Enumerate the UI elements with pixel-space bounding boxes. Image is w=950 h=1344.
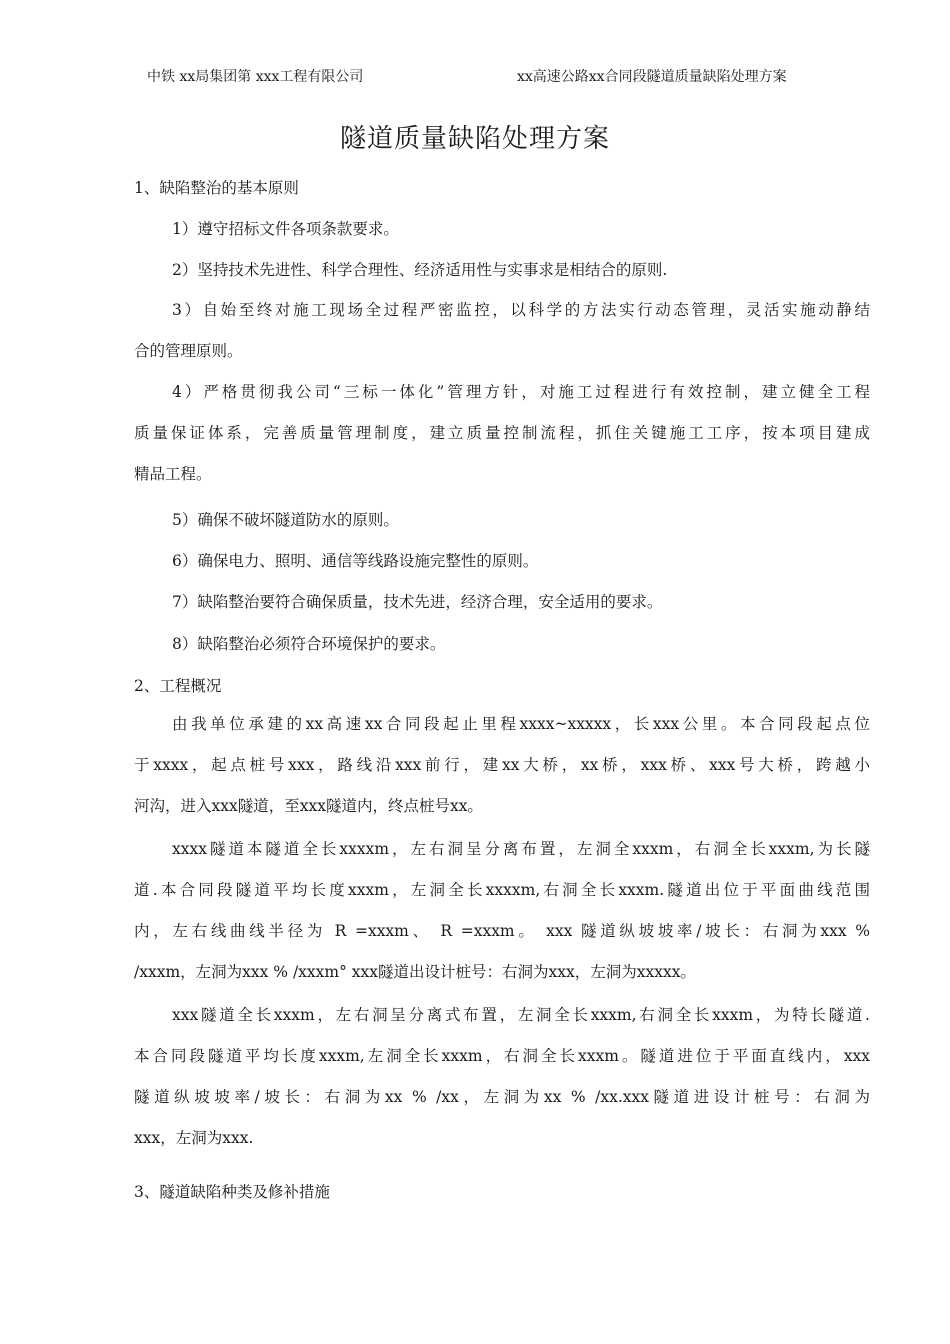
section-1-heading: 1、缺陷整治的基本原则 <box>134 179 299 197</box>
overview-paragraph-1 <box>134 704 870 827</box>
principle-3 <box>134 290 870 372</box>
principle-4-line-3: 精品工程。 <box>134 465 212 483</box>
principle-1: 1）遵守招标文件各项条款要求。 <box>172 220 399 238</box>
overview-p2-line-4: /xxxm，左洞为xxx % /xxxm° xxx隧道出设计桩号：右洞为xxx，左洞为xxxxx。 <box>134 963 696 981</box>
principle-2: 2）坚持技术先进性、科学合理性、经济适用性与实事求是相结合的原则. <box>172 261 668 279</box>
overview-p3-line-1: xxx隧道全长xxxm，左右洞呈分离式布置，左洞全长xxxm,右洞全长xxxm，为特长隧道. <box>172 1006 870 1024</box>
principle-7: 7）缺陷整治要符合确保质量，技术先进，经济合理，安全适用的要求。 <box>172 593 663 611</box>
overview-p2-line-3: 内，左右线曲线半径为 R =xxxm、 R =xxxm。 xxx 隧道纵坡坡率/坡长：右洞为xxx % <box>134 922 870 940</box>
section-3-heading: 3、隧道缺陷种类及修补措施 <box>134 1183 330 1201</box>
principle-4-line-2: 质量保证体系，完善质量管理制度，建立质量控制流程，抓住关键施工工序，按本项目建成 <box>134 424 870 442</box>
header-doc-title: xx高速公路xx合同段隧道质量缺陷处理方案 <box>517 69 787 85</box>
principle-5: 5）确保不破坏隧道防水的原则。 <box>172 511 399 529</box>
overview-paragraph-3 <box>134 995 870 1159</box>
page-title: 隧道质量缺陷处理方案 <box>339 124 610 154</box>
principle-3-line-1: 3）自始至终对施工现场全过程严密监控，以科学的方法实行动态管理，灵活实施动静结 <box>172 301 870 319</box>
principle-4 <box>134 372 870 495</box>
principle-3-line-2: 合的管理原则。 <box>134 342 243 360</box>
section-2-heading: 2、工程概况 <box>134 677 222 695</box>
overview-p2-line-1: xxxx隧道本隧道全长xxxxm，左右洞呈分离布置，左洞全xxxm，右洞全长xxxm,为长隧 <box>172 840 870 858</box>
principle-8: 8）缺陷整治必须符合环境保护的要求。 <box>172 635 446 653</box>
overview-p3-line-3: 隧道纵坡坡率/坡长：右洞为xx % /xx，左洞为xx % /xx.xxx隧道进设计桩号：右洞为 <box>134 1088 870 1106</box>
principle-4-line-1: 4）严格贯彻我公司“三标一体化”管理方针，对施工过程进行有效控制，建立健全工程 <box>172 383 870 401</box>
overview-paragraph-2 <box>134 829 870 993</box>
overview-p1-line-3: 河沟，进入xxx隧道，至xxx隧道内，终点桩号xx。 <box>134 797 483 815</box>
overview-p3-line-4: xxx，左洞为xxx. <box>134 1129 254 1147</box>
principle-6: 6）确保电力、照明、通信等线路设施完整性的原则。 <box>172 552 539 570</box>
overview-p1-line-1: 由我单位承建的xx高速xx合同段起止里程xxxx~xxxxx，长xxx公里。本合同段起点位 <box>172 715 870 733</box>
overview-p3-line-2: 本合同段隧道平均长度xxxm,左洞全长xxxm，右洞全长xxxm。隧道进位于平面直线内，xxx <box>134 1047 870 1065</box>
header-company: 中铁 xx局集团第 xxx工程有限公司 <box>147 69 364 85</box>
overview-p1-line-2: 于xxxx，起点桩号xxx，路线沿xxx前行，建xx大桥，xx桥，xxx桥、xxx号大桥，跨越小 <box>134 756 870 774</box>
overview-p2-line-2: 道.本合同段隧道平均长度xxxm，左洞全长xxxxm,右洞全长xxxm.隧道出位于平面曲线范围 <box>134 881 870 899</box>
